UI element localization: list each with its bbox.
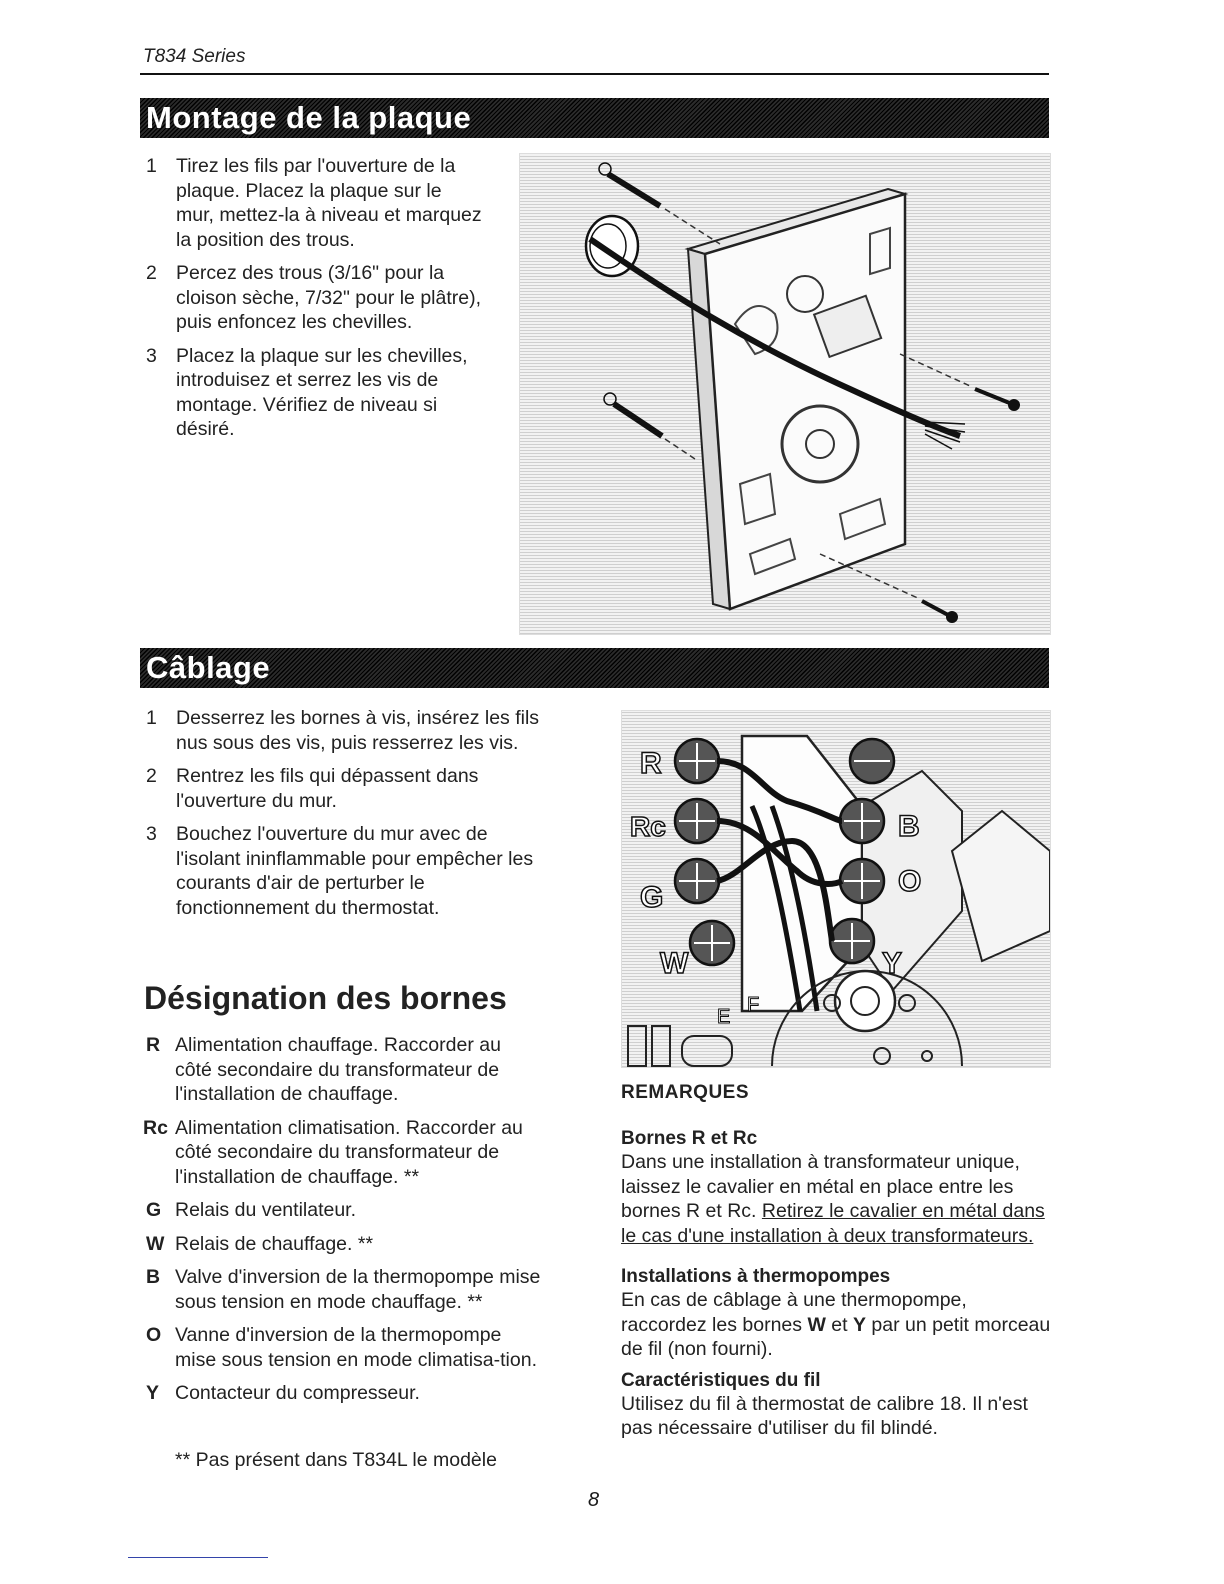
- terminal-label-r: R: [640, 747, 662, 780]
- note-heat-pump-text: En cas de câblage à une thermopompe, raccordez les bornes W et Y par un petit morceau de fil (non fourni).: [621, 1289, 1051, 1360]
- note-r-rc-title: Bornes R et Rc: [621, 1128, 758, 1149]
- screw-terminals-left: [675, 739, 734, 965]
- wallplate-drawing: [520, 154, 1050, 634]
- terminal-label-e: E: [717, 1006, 731, 1028]
- terminal-label-rc: Rc: [630, 811, 666, 842]
- header-rule: [140, 73, 1049, 75]
- wiring-illustration: [621, 710, 1051, 1068]
- list-item: 3 Bouchez l'ouverture du mur avec de l'isolant ininflammable pour empêcher les courants d'air de perturber le fonctionnement du thermostat.: [146, 823, 534, 919]
- terminal-drawing: [622, 711, 1050, 1067]
- list-item: G Relais du ventilateur.: [146, 1199, 357, 1221]
- terminal-label-g: G: [640, 881, 664, 914]
- notes-panel: [621, 1082, 1051, 1441]
- series-title: T834 Series: [143, 46, 246, 67]
- mounting-steps: [142, 154, 482, 451]
- list-item: Y Contacteur du compresseur.: [146, 1382, 420, 1404]
- note-r-rc-text: Dans une installation à transformateur unique, laissez le cavalier en métal en place entre les bornes R et Rc. Retirez le cavalier en métal dans le cas d'une installation à deux transformateurs.: [621, 1151, 1045, 1247]
- terminal-label-b: B: [898, 810, 920, 843]
- terminal-list: [142, 1033, 542, 1415]
- note-wire-spec-text: Utilisez du fil à thermostat de calibre 18. Il n'est pas nécessaire d'utiliser du fil blindé.: [621, 1392, 1028, 1439]
- section-banner-wiring: [140, 648, 1049, 688]
- note-heat-pump-title: Installations à thermopompes: [621, 1266, 891, 1287]
- mounting-illustration: [519, 153, 1051, 635]
- terminal-label-y: Y: [882, 947, 903, 980]
- bottom-rule: [128, 1557, 268, 1558]
- list-item: 1 Tirez les fils par l'ouverture de la plaque. Placez la plaque sur le mur, mettez-la à niveau et marquez la position des trous.: [146, 155, 482, 251]
- terminal-label-f: F: [747, 994, 760, 1016]
- list-item: 2 Percez des trous (3/16" pour la cloison sèche, 7/32" pour le plâtre), puis enfoncez les chevilles.: [146, 262, 482, 333]
- section-title-wiring: Câblage: [146, 650, 271, 685]
- terminal-label-o: O: [898, 865, 922, 898]
- section-banner-mounting: [140, 98, 1049, 138]
- list-item: 2 Rentrez les fils qui dépassent dans l'ouverture du mur.: [146, 765, 479, 812]
- list-item: 1 Desserrez les bornes à vis, insérez les fils nus sous des vis, puis resserrez les vis.: [146, 707, 540, 754]
- section-title-mounting: Montage de la plaque: [146, 100, 472, 135]
- page-number: 8: [588, 1489, 600, 1511]
- note-wire-spec-title: Caractéristiques du fil: [621, 1369, 821, 1391]
- terminals-footnote: ** Pas présent dans T834L le modèle: [175, 1449, 497, 1471]
- note-r-rc-warning: Retirez le cavalier en métal dans le cas d'une installation à deux transformateurs.: [621, 1200, 1045, 1247]
- list-item: W Relais de chauffage. **: [146, 1232, 374, 1255]
- terminal-label-w: W: [660, 947, 689, 980]
- list-item: B Valve d'inversion de la thermopompe mise sous tension en mode chauffage. **: [146, 1266, 541, 1313]
- terminals-heading: Désignation des bornes: [144, 980, 507, 1016]
- notes-title: REMARQUES: [621, 1082, 750, 1103]
- list-item: 3 Placez la plaque sur les chevilles, introduisez et serrez les vis de montage. Vérifiez de niveau si désiré.: [146, 344, 468, 440]
- list-item: R Alimentation chauffage. Raccorder au côté secondaire du transformateur de l'installation de chauffage.: [146, 1034, 501, 1105]
- wiring-steps: [142, 706, 552, 929]
- list-item: Rc Alimentation climatisation. Raccorder au côté secondaire du transformateur de l'installation de chauffage. **: [143, 1116, 523, 1188]
- list-item: O Vanne d'inversion de la thermopompe mise sous tension en mode climatisa-tion.: [146, 1324, 537, 1371]
